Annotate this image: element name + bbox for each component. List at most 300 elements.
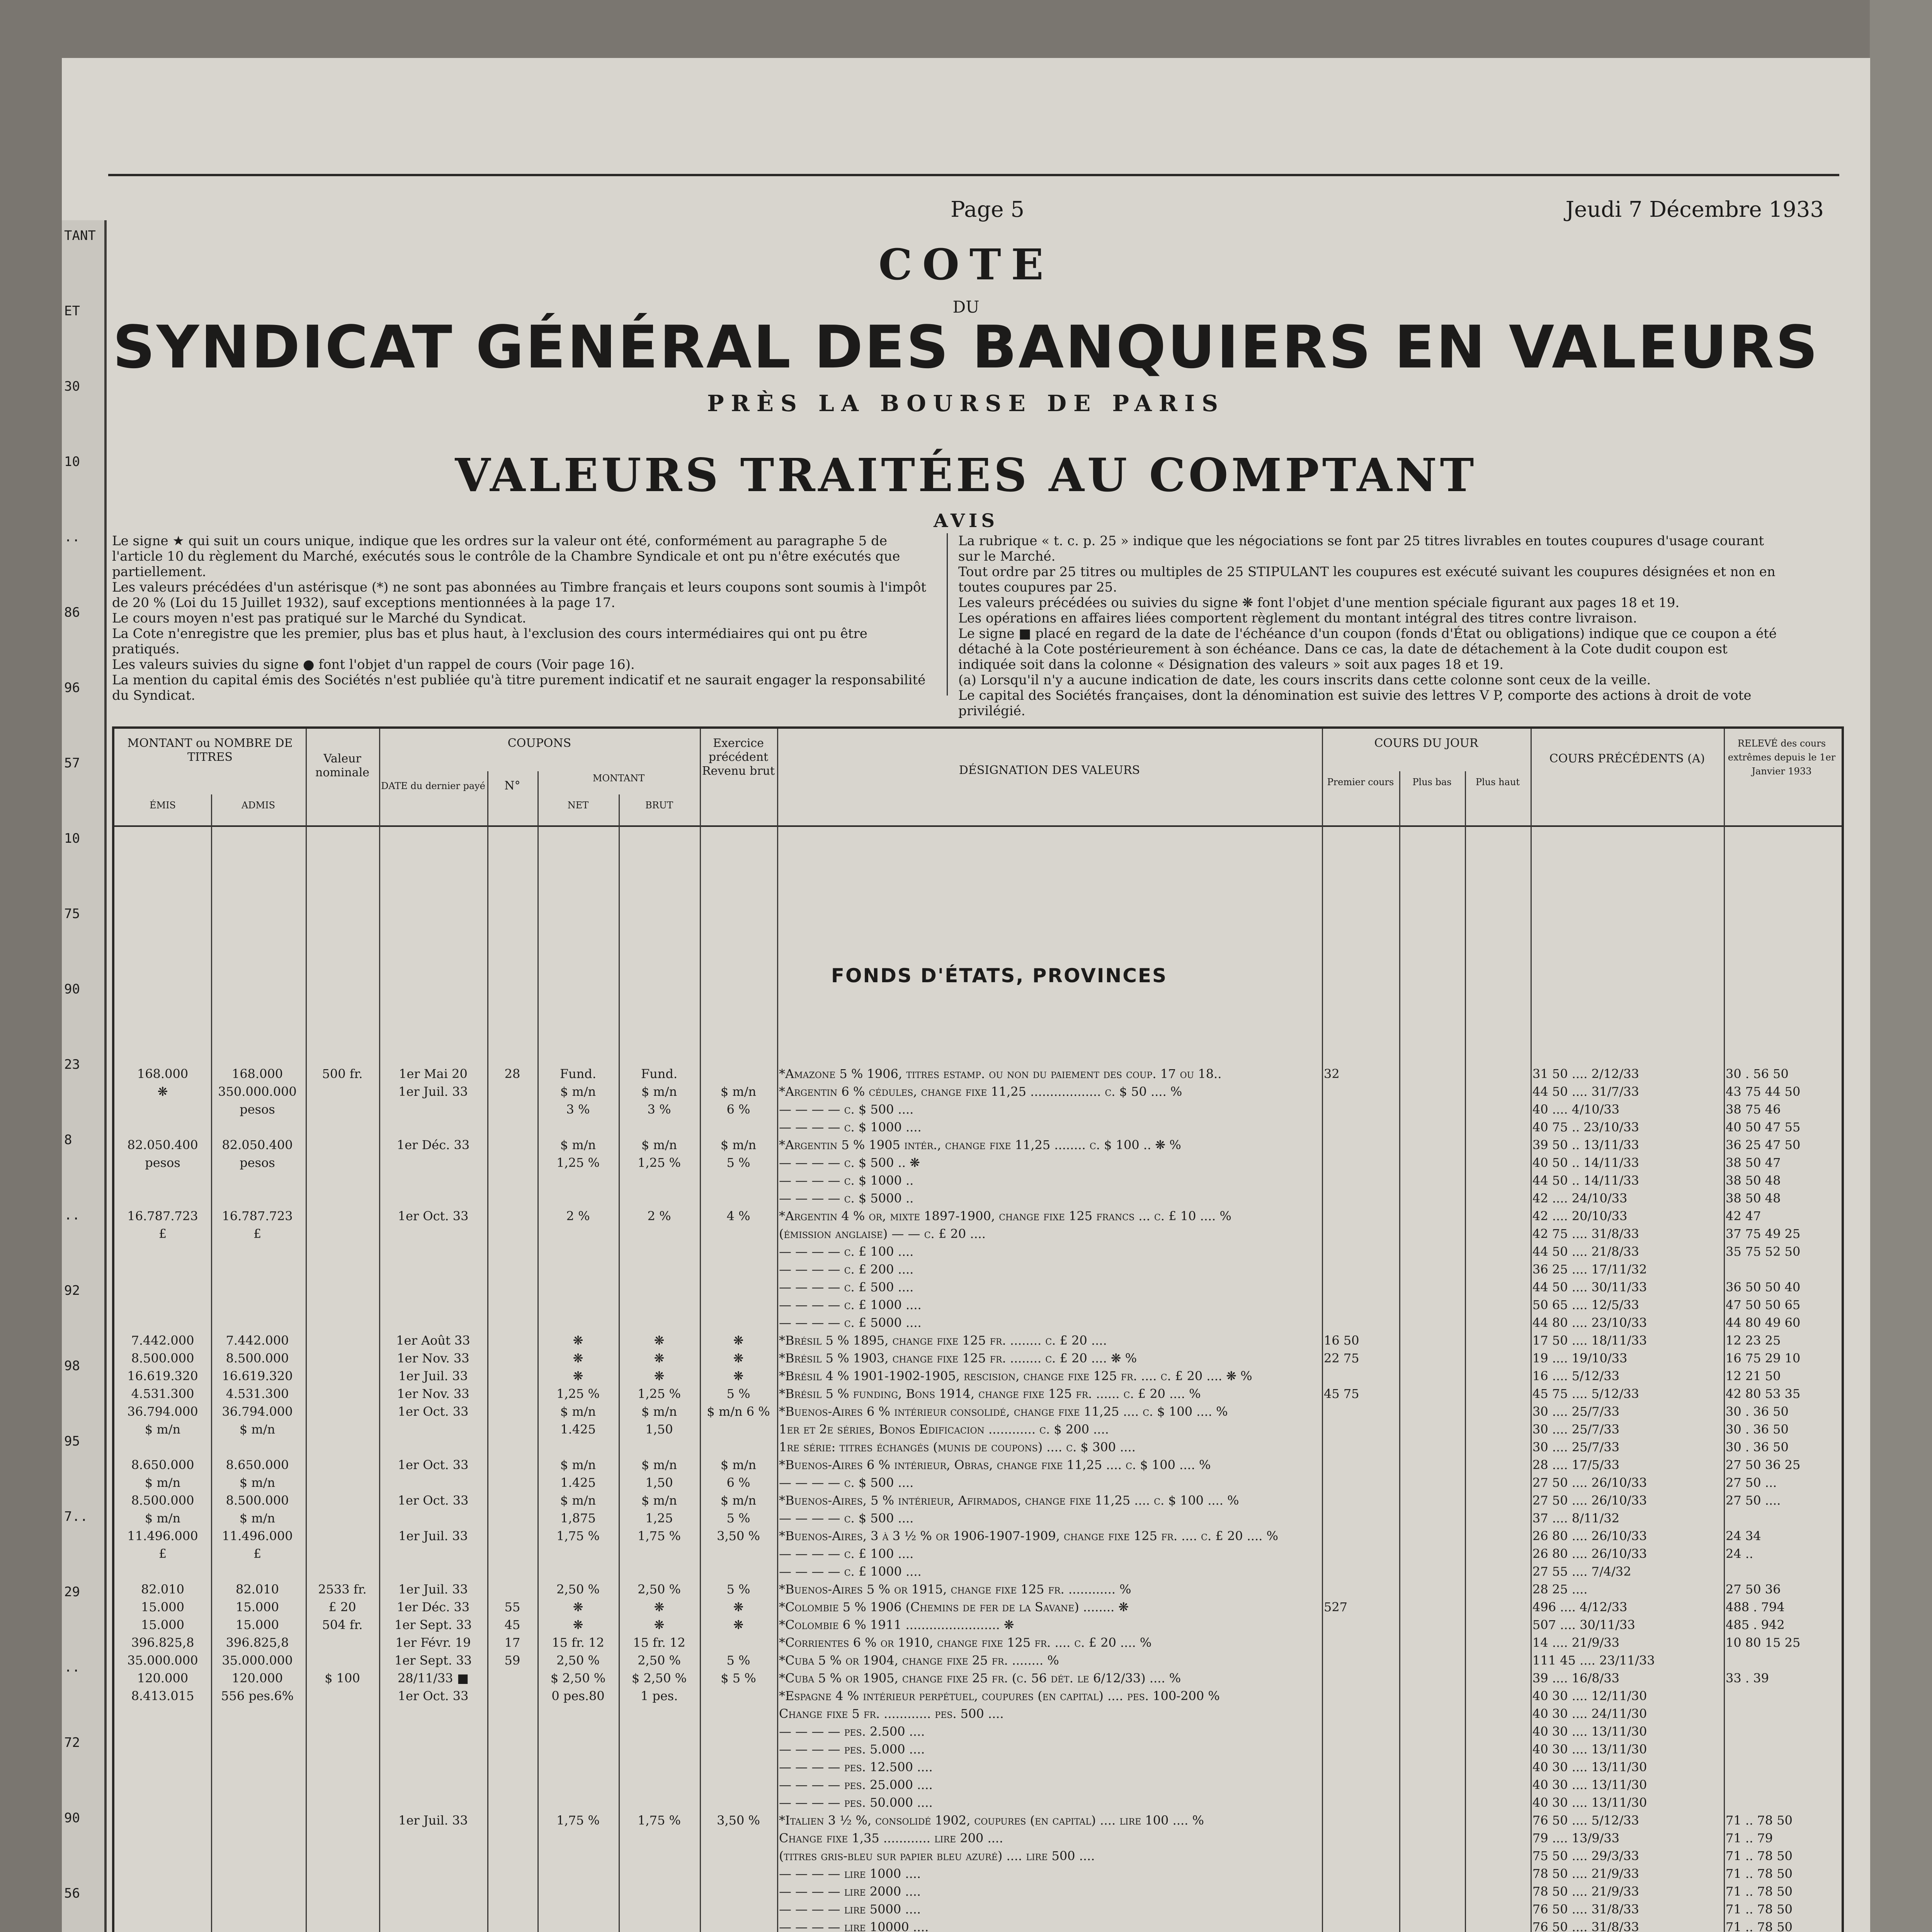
cell-rel: 485 . 942 [1726, 1617, 1785, 1632]
table-row [114, 1829, 1842, 1847]
margin-number: 98 [64, 1358, 80, 1374]
cell-date: 1er Oct. 33 [398, 1689, 469, 1703]
cell-desig: *Amazone 5 % 1906, titres estamp. ou non du paiement des coup. 17 ou 18.. [779, 1066, 1222, 1081]
cell-rel: 38 50 47 [1726, 1155, 1781, 1170]
table-row [114, 1865, 1842, 1883]
cell-date: 1er Juil. 33 [398, 1369, 468, 1383]
cell-brut: 1,50 [645, 1422, 673, 1437]
cell-emis: pesos [145, 1155, 180, 1170]
cell-date: 1er Juil. 33 [398, 1084, 468, 1099]
cell-adm: 16.787.723 [222, 1209, 293, 1223]
table-row [114, 1634, 1842, 1651]
margin-number: 86 [64, 605, 80, 620]
table-row [114, 1651, 1842, 1669]
table-row [114, 1794, 1842, 1811]
cell-net: 2,50 % [556, 1653, 600, 1668]
margin-number: 72 [64, 1735, 80, 1750]
cell-net: ❋ [573, 1617, 583, 1632]
cell-emis: 7.442.000 [131, 1333, 194, 1348]
cell-adm: £ [253, 1226, 262, 1241]
cell-rel: 40 50 47 55 [1726, 1120, 1801, 1134]
cell-emis: 120.000 [137, 1671, 189, 1685]
table-row [114, 1900, 1842, 1918]
cell-prec: 76 50 .... 31/8/33 [1532, 1902, 1639, 1917]
cell-prec: 16 .... 5/12/33 [1532, 1369, 1620, 1383]
cell-net: $ m/n [560, 1404, 596, 1419]
table-row [114, 1580, 1842, 1598]
cell-prec: 44 50 .... 21/8/33 [1532, 1244, 1639, 1259]
cell-rel: 488 . 794 [1726, 1600, 1785, 1614]
cell-prec: 42 .... 24/10/33 [1532, 1191, 1628, 1206]
cell-adm: 556 pes.6% [221, 1689, 294, 1703]
cell-net: 15 fr. 12 [552, 1635, 604, 1650]
cell-net: 3 % [566, 1102, 590, 1117]
note: Tout ordre par 25 titres ou multiples de 25 STIPULANT les coupures est exécuté suivant les coupures désignées et non en toutes coupures par 25. [958, 564, 1776, 595]
cell-net: 1,25 % [556, 1386, 600, 1401]
table-row [114, 1278, 1842, 1296]
cell-net: 1.425 [560, 1475, 596, 1490]
table-row [114, 1243, 1842, 1260]
cell-prec: 40 75 .. 23/10/33 [1532, 1120, 1639, 1134]
margin-number: 10 [64, 454, 80, 469]
header-brut: BRUT [645, 800, 673, 811]
table-row [114, 1172, 1842, 1189]
cell-prec: 26 80 .... 26/10/33 [1532, 1529, 1647, 1543]
header-precedents: COURS PRÉCÉDENTS (A) [1549, 752, 1705, 765]
cell-rel: 27 50 .... [1726, 1493, 1781, 1508]
margin-number: 23 [64, 1057, 80, 1072]
cell-desig: — — — — c. £ 1000 .... [779, 1564, 922, 1579]
cell-rel: 37 75 49 25 [1726, 1226, 1801, 1241]
cell-rel: 16 75 29 10 [1726, 1351, 1801, 1366]
header-plus-haut: Plus haut [1475, 777, 1520, 787]
note: Les valeurs précédées ou suivies du signe ❋ font l'objet d'une mention spéciale figurant aux pages 18 et 19. [958, 595, 1680, 611]
cell-emis: 8.500.000 [131, 1351, 194, 1366]
cell-rev: $ 5 % [721, 1671, 756, 1685]
cell-rev: 6 % [726, 1475, 750, 1490]
cell-rel: 27 50 36 25 [1726, 1458, 1801, 1472]
cell-rel: 47 50 50 65 [1726, 1298, 1801, 1312]
cell-date: 1er Déc. 33 [396, 1600, 470, 1614]
table-row [114, 1403, 1842, 1420]
cell-date: 1er Févr. 19 [395, 1635, 471, 1650]
table-row [114, 1740, 1842, 1758]
margin-number: ET [64, 303, 80, 319]
cell-desig: (titres gris-bleu sur papier bleu azuré) .... lire 500 .... [779, 1849, 1095, 1863]
cell-date: 1er Sept. 33 [394, 1617, 472, 1632]
table-row [114, 1509, 1842, 1527]
cell-emis: £ [158, 1226, 167, 1241]
cell-adm: 168.000 [231, 1066, 283, 1081]
cell-desig: — — — — c. £ 5000 .... [779, 1315, 922, 1330]
cell-prec: 39 .... 16/8/33 [1532, 1671, 1620, 1685]
subtitle: PRÈS LA BOURSE DE PARIS [707, 390, 1225, 417]
cell-brut: 1,25 % [638, 1155, 681, 1170]
cell-prec: 111 45 .... 23/11/33 [1532, 1653, 1655, 1668]
cell-brut: $ m/n [641, 1138, 677, 1152]
cell-emis: 82.010 [141, 1582, 184, 1597]
header-premier: Premier cours [1327, 777, 1394, 787]
margin-number: 95 [64, 1434, 80, 1449]
cell-desig: *Brésil 5 % 1903, change fixe 125 fr. ........ c. £ 20 .... ❋ % [779, 1351, 1137, 1366]
cell-adm: 15.000 [236, 1600, 279, 1614]
cell-brut: 15 fr. 12 [633, 1635, 685, 1650]
cell-desig: — — — — lire 5000 .... [779, 1902, 921, 1917]
cell-net: $ m/n [560, 1084, 596, 1099]
cell-prec: 496 .... 4/12/33 [1532, 1600, 1628, 1614]
margin-number: 8 [64, 1132, 72, 1148]
cell-date: 1er Juil. 33 [398, 1529, 468, 1543]
cell-brut: 1,25 % [638, 1386, 681, 1401]
section-heading: VALEURS TRAITÉES AU COMPTANT [455, 448, 1477, 502]
cell-prec: 36 25 .... 17/11/32 [1532, 1262, 1647, 1277]
cell-pc: 45 75 [1324, 1386, 1359, 1401]
du-heading: DU [952, 298, 980, 316]
cell-desig: *Cuba 5 % or 1905, change fixe 25 fr. (c. 56 dét. le 6/12/33) .... % [779, 1671, 1181, 1685]
cell-emis: 11.496.000 [127, 1529, 198, 1543]
cell-desig: *Argentin 6 % cédules, change fixe 11,25 .................. c. $ 50 .... % [779, 1084, 1182, 1099]
header-designation: DÉSIGNATION DES VALEURS [959, 764, 1140, 777]
cell-date: 1er Juil. 33 [398, 1582, 468, 1597]
margin-number: .. [64, 1660, 80, 1675]
cell-net: 1.425 [560, 1422, 596, 1437]
cell-adm: 120.000 [231, 1671, 283, 1685]
cell-prec: 76 50 .... 31/8/33 [1532, 1920, 1639, 1932]
cell-desig: *Brésil 5 % 1895, change fixe 125 fr. ........ c. £ 20 .... [779, 1333, 1107, 1348]
cell-rev: $ m/n 6 % [707, 1404, 770, 1419]
table-row [114, 1456, 1842, 1474]
cell-net: 2 % [566, 1209, 590, 1223]
cell-nom: 500 fr. [322, 1066, 363, 1081]
cell-nom: 2533 fr. [318, 1582, 367, 1597]
cell-rev: $ m/n [720, 1084, 757, 1099]
cell-date: 1er Nov. 33 [397, 1351, 469, 1366]
cell-prec: 17 50 .... 18/11/33 [1532, 1333, 1647, 1348]
cell-prec: 27 50 .... 26/10/33 [1532, 1493, 1647, 1508]
cell-adm: $ m/n [239, 1511, 276, 1526]
cell-brut: 2 % [647, 1209, 671, 1223]
cell-desig: Change fixe 5 fr. ............ pes. 500 .... [779, 1706, 1004, 1721]
cell-rev: 5 % [726, 1653, 750, 1668]
cell-date: 1er Juil. 33 [398, 1813, 468, 1828]
cell-net: $ m/n [560, 1458, 596, 1472]
cell-date: 28/11/33 ■ [397, 1671, 469, 1685]
cell-adm: 35.000.000 [222, 1653, 293, 1668]
table-row [114, 1118, 1842, 1136]
cell-rev: 6 % [726, 1102, 750, 1117]
cell-prec: 78 50 .... 21/9/33 [1532, 1884, 1639, 1899]
cell-brut: 1 pes. [640, 1689, 678, 1703]
cell-nom: 504 fr. [322, 1617, 363, 1632]
header-releve: RELEVÉ des cours extrêmes depuis le 1er Janvier 1933 [1728, 738, 1836, 777]
cell-desig: — — — — pes. 25.000 .... [779, 1777, 933, 1792]
cell-prec: 14 .... 21/9/33 [1532, 1635, 1620, 1650]
cell-desig: — — — — pes. 5.000 .... [779, 1742, 925, 1757]
cell-prec: 40 30 .... 12/11/30 [1532, 1689, 1647, 1703]
cell-nom: $ 100 [325, 1671, 360, 1685]
margin-number: .. [64, 529, 80, 545]
note: La mention du capital émis des Sociétés n'est publiée qu'à titre purement indicatif et ne saurait engager la responsabilité du Syndicat. [112, 672, 926, 703]
margin-number: 92 [64, 1283, 80, 1298]
table-row [114, 1207, 1842, 1225]
cell-prec: 26 80 .... 26/10/33 [1532, 1546, 1647, 1561]
cell-adm: 82.010 [236, 1582, 279, 1597]
cell-brut: 1,75 % [638, 1529, 681, 1543]
cell-date: 1er Oct. 33 [398, 1209, 469, 1223]
cell-emis: $ m/n [145, 1422, 181, 1437]
cell-rev: 5 % [726, 1582, 750, 1597]
cell-desig: — — — — lire 10000 .... [779, 1920, 929, 1932]
cell-prec: 40 .... 4/10/33 [1532, 1102, 1620, 1117]
cell-net: ❋ [573, 1600, 583, 1614]
table-row [114, 1545, 1842, 1563]
cell-brut: 1,25 [645, 1511, 673, 1526]
table-row [114, 1438, 1842, 1456]
page-date: Jeudi 7 Décembre 1933 [1565, 197, 1824, 222]
margin-number: 30 [64, 379, 80, 394]
cell-emis: 8.413.015 [131, 1689, 194, 1703]
table-row [114, 1847, 1842, 1865]
table-row [114, 1225, 1842, 1243]
cell-net: $ m/n [560, 1493, 596, 1508]
table-row [114, 1100, 1842, 1118]
cell-adm: 8.500.000 [226, 1493, 289, 1508]
cell-brut: 2,50 % [638, 1582, 681, 1597]
cell-desig: *Buenos-Aires, 5 % intérieur, Afirmados, change fixe 11,25 .... c. $ 100 .... % [779, 1493, 1239, 1508]
cell-rel: 42 80 53 35 [1726, 1386, 1801, 1401]
cell-n: 59 [504, 1653, 520, 1668]
header-montant-coupon: MONTANT [592, 773, 645, 784]
table-row [114, 1332, 1842, 1349]
cell-prec: 37 .... 8/11/32 [1532, 1511, 1620, 1526]
cell-rel: 71 .. 78 50 [1726, 1920, 1793, 1932]
cell-rev: $ m/n [720, 1493, 757, 1508]
cell-net: 2,50 % [556, 1582, 600, 1597]
cell-emis: 15.000 [141, 1617, 184, 1632]
avis-heading: AVIS [933, 510, 999, 532]
header-emis: ÉMIS [149, 800, 176, 811]
cell-brut: ❋ [654, 1600, 665, 1614]
cell-desig: *Argentin 5 % 1905 intér., change fixe 11,25 ........ c. $ 100 .. ❋ % [779, 1138, 1181, 1152]
cell-brut: 3 % [647, 1102, 671, 1117]
cell-prec: 507 .... 30/11/33 [1532, 1617, 1635, 1632]
table-row [114, 1189, 1842, 1207]
cell-prec: 30 .... 25/7/33 [1532, 1404, 1620, 1419]
section-title: FONDS D'ÉTATS, PROVINCES [831, 964, 1168, 987]
cell-rev: $ m/n [720, 1138, 757, 1152]
margin-number: 56 [64, 1886, 80, 1901]
cell-desig: *Brésil 5 % funding, Bons 1914, change fixe 125 fr. ...... c. £ 20 .... % [779, 1386, 1201, 1401]
cell-emis: 168.000 [137, 1066, 189, 1081]
cell-rel: 27 50 ... [1726, 1475, 1777, 1490]
cell-prec: 40 30 .... 13/11/30 [1532, 1724, 1647, 1739]
cell-net: $ 2,50 % [550, 1671, 606, 1685]
margin-number: .. [64, 1208, 80, 1223]
cell-brut: 1,50 [645, 1475, 673, 1490]
cell-prec: 30 .... 25/7/33 [1532, 1440, 1620, 1454]
note: Le cours moyen n'est pas pratiqué sur le Marché du Syndicat. [112, 611, 526, 626]
cell-desig: 1er et 2e séries, Bonos Edificacion ............ c. $ 200 .... [779, 1422, 1109, 1437]
margin-number: 90 [64, 981, 80, 997]
cell-desig: 1re série: titres échangés (munis de coupons) .... c. $ 300 .... [779, 1440, 1136, 1454]
margin-number: TANT [64, 228, 96, 243]
cell-desig: Change fixe 1,35 ............ lire 200 .... [779, 1831, 1003, 1845]
cell-rel: 71 .. 78 50 [1726, 1884, 1793, 1899]
cell-brut: 2,50 % [638, 1653, 681, 1668]
cell-desig: *Buenos-Aires 6 % intérieur consolidé, change fixe 11,25 .... c. $ 100 .... % [779, 1404, 1228, 1419]
cell-desig: — — — — c. £ 500 .... [779, 1280, 914, 1294]
cell-adm: 8.500.000 [226, 1351, 289, 1366]
cell-net: ❋ [573, 1369, 583, 1383]
cell-adm: 16.619.320 [222, 1369, 293, 1383]
cell-prec: 42 75 .... 31/8/33 [1532, 1226, 1639, 1241]
cell-date: 1er Oct. 33 [398, 1404, 469, 1419]
table-row [114, 1385, 1842, 1403]
cell-rel: 10 80 15 25 [1726, 1635, 1801, 1650]
table-row [114, 1776, 1842, 1794]
cell-date: 1er Oct. 33 [398, 1493, 469, 1508]
table-row [114, 1492, 1842, 1509]
cell-rel: 12 23 25 [1726, 1333, 1781, 1348]
table-row [114, 1083, 1842, 1100]
table-row [114, 1154, 1842, 1172]
cell-rev: 5 % [726, 1155, 750, 1170]
cell-desig: — — — — c. £ 100 .... [779, 1546, 914, 1561]
table-row [114, 1687, 1842, 1705]
cell-brut: $ m/n [641, 1458, 677, 1472]
table-row [114, 1065, 1842, 1083]
cell-nom: £ 20 [328, 1600, 356, 1614]
table-row [114, 1314, 1842, 1332]
cell-desig: *Corrientes 6 % or 1910, change fixe 125 fr. .... c. £ 20 .... % [779, 1635, 1152, 1650]
cell-date: 1er Sept. 33 [394, 1653, 472, 1668]
table-row [114, 1723, 1842, 1740]
cell-desig: (émission anglaise) — — c. £ 20 .... [779, 1226, 986, 1241]
cell-desig: — — — — c. £ 100 .... [779, 1244, 914, 1259]
cell-desig: *Cuba 5 % or 1904, change fixe 25 fr. ........ % [779, 1653, 1059, 1668]
cell-prec: 40 30 .... 24/11/30 [1532, 1706, 1647, 1721]
page-number: Page 5 [951, 197, 1024, 222]
cell-rev: ❋ [733, 1617, 744, 1632]
cell-desig: — — — — c. $ 500 .... [779, 1102, 914, 1117]
table-row [114, 1883, 1842, 1900]
cell-emis: 35.000.000 [127, 1653, 198, 1668]
margin-number: 75 [64, 906, 80, 922]
cell-prec: 40 30 .... 13/11/30 [1532, 1742, 1647, 1757]
header-admis: ADMIS [241, 800, 276, 811]
cell-pc: 22 75 [1324, 1351, 1359, 1366]
cell-emis: 16.787.723 [127, 1209, 198, 1223]
cell-date: 1er Mai 20 [399, 1066, 468, 1081]
header-cours-jour: COURS DU JOUR [1374, 736, 1478, 750]
cell-prec: 44 50 .... 31/7/33 [1532, 1084, 1639, 1099]
table-body [114, 1065, 1842, 1932]
cell-net: 0 pes.80 [551, 1689, 605, 1703]
cell-net: $ m/n [560, 1138, 596, 1152]
cell-desig: *Espagne 4 % intérieur perpétuel, coupures (en capital) .... pes. 100-200 % [779, 1689, 1220, 1703]
header-rule [114, 825, 1842, 827]
cell-emis: $ m/n [145, 1511, 181, 1526]
cell-prec: 79 .... 13/9/33 [1532, 1831, 1620, 1845]
cell-adm: 396.825,8 [226, 1635, 289, 1650]
cell-brut: $ m/n [641, 1084, 677, 1099]
cell-desig: — — — — lire 2000 .... [779, 1884, 921, 1899]
cell-desig: *Argentin 4 % or, mixte 1897-1900, change fixe 125 francs ... c. £ 10 .... % [779, 1209, 1231, 1223]
cell-prec: 19 .... 19/10/33 [1532, 1351, 1628, 1366]
cell-prec: 50 65 .... 12/5/33 [1532, 1298, 1639, 1312]
cell-emis: 8.650.000 [131, 1458, 194, 1472]
table-row [114, 1598, 1842, 1616]
table-row [114, 1420, 1842, 1438]
header-date: DATE du dernier payé [381, 781, 485, 791]
cell-desig: — — — — c. $ 500 .... [779, 1475, 914, 1490]
table-row [114, 1296, 1842, 1314]
table-row [114, 1669, 1842, 1687]
cell-brut: ❋ [654, 1351, 665, 1366]
cell-adm: pesos [240, 1102, 275, 1117]
cell-prec: 31 50 .... 2/12/33 [1532, 1066, 1639, 1081]
cell-desig: — — — — lire 1000 .... [779, 1866, 921, 1881]
note: Les valeurs suivies du signe ● font l'objet d'un rappel de cours (Voir page 16). [112, 657, 635, 672]
table-row [114, 1260, 1842, 1278]
cell-emis: 16.619.320 [127, 1369, 198, 1383]
cell-n: 55 [504, 1600, 520, 1614]
cell-rel: 30 . 36 50 [1726, 1404, 1789, 1419]
margin-number: 7.. [64, 1509, 88, 1524]
cell-adm: £ [253, 1546, 262, 1561]
cell-prec: 28 25 .... [1532, 1582, 1588, 1597]
cell-pc: 527 [1324, 1600, 1348, 1614]
notes-right [958, 533, 1781, 719]
table-row [114, 1136, 1842, 1154]
cell-prec: 78 50 .... 21/9/33 [1532, 1866, 1639, 1881]
table-row [114, 1811, 1842, 1829]
table-row [114, 1563, 1842, 1580]
cell-prec: 40 30 .... 13/11/30 [1532, 1760, 1647, 1774]
cell-prec: 44 50 .... 30/11/33 [1532, 1280, 1647, 1294]
cell-emis: 396.825,8 [131, 1635, 194, 1650]
cell-emis: 82.050.400 [127, 1138, 198, 1152]
margin-number: 10 [64, 831, 80, 846]
note: Le signe ■ placé en regard de la date de l'échéance d'un coupon (fonds d'État ou obligations) indique que ce coupon a été détaché à la Cote postérieurement à son échéance. Dans ce cas, la date de détachement à la Cote dudit coupon est indiquée soit dans la colonne « Désignation des valeurs » soit aux pages 18 et 19. [958, 626, 1777, 672]
cell-rel: 71 .. 78 50 [1726, 1866, 1793, 1881]
cell-desig: — — — — pes. 12.500 .... [779, 1760, 933, 1774]
cell-brut: $ 2,50 % [631, 1671, 687, 1685]
table-row [114, 1349, 1842, 1367]
note: Le signe ★ qui suit un cours unique, indique que les ordres sur la valeur ont été, conformément au paragraphe 5 de l'article 10 du règlement du Marché, exécutés sous le contrôle de la Chambre Syndicale et ont pu n'être exécutés que partiellement. [112, 533, 900, 580]
note: Le capital des Sociétés françaises, dont la dénomination est suivie des lettres V P, comporte des actions à droit de vote privilégié. [958, 688, 1752, 719]
cell-desig: *Colombie 5 % 1906 (Chemins de fer de la Savane) ........ ❋ [779, 1600, 1129, 1614]
cell-prec: 40 50 .. 14/11/33 [1532, 1155, 1639, 1170]
cell-date: 1er Oct. 33 [398, 1458, 469, 1472]
cell-rel: 24 34 [1726, 1529, 1761, 1543]
cell-prec: 27 50 .... 26/10/33 [1532, 1475, 1647, 1490]
margin-number: 57 [64, 755, 80, 771]
cell-emis: 36.794.000 [127, 1404, 198, 1419]
cell-net: 1,25 % [556, 1155, 600, 1170]
header-rule [108, 174, 1839, 176]
cell-desig: — — — — c. $ 5000 .. [779, 1191, 914, 1206]
cell-prec: 44 50 .. 14/11/33 [1532, 1173, 1639, 1188]
cell-desig: *Buenos-Aires 6 % intérieur, Obras, change fixe 11,25 .... c. $ 100 .... % [779, 1458, 1211, 1472]
cell-rel: 24 .. [1726, 1546, 1753, 1561]
cell-rel: 35 75 52 50 [1726, 1244, 1801, 1259]
cell-rel: 30 . 56 50 [1726, 1066, 1789, 1081]
cell-prec: 40 30 .... 13/11/30 [1532, 1777, 1647, 1792]
note: (a) Lorsqu'il n'y a aucune indication de date, les cours inscrits dans cette colonne sont ceux de la veille. [958, 672, 1651, 688]
cell-rel: 71 .. 78 50 [1726, 1902, 1793, 1917]
header-coupons: COUPONS [507, 736, 571, 750]
